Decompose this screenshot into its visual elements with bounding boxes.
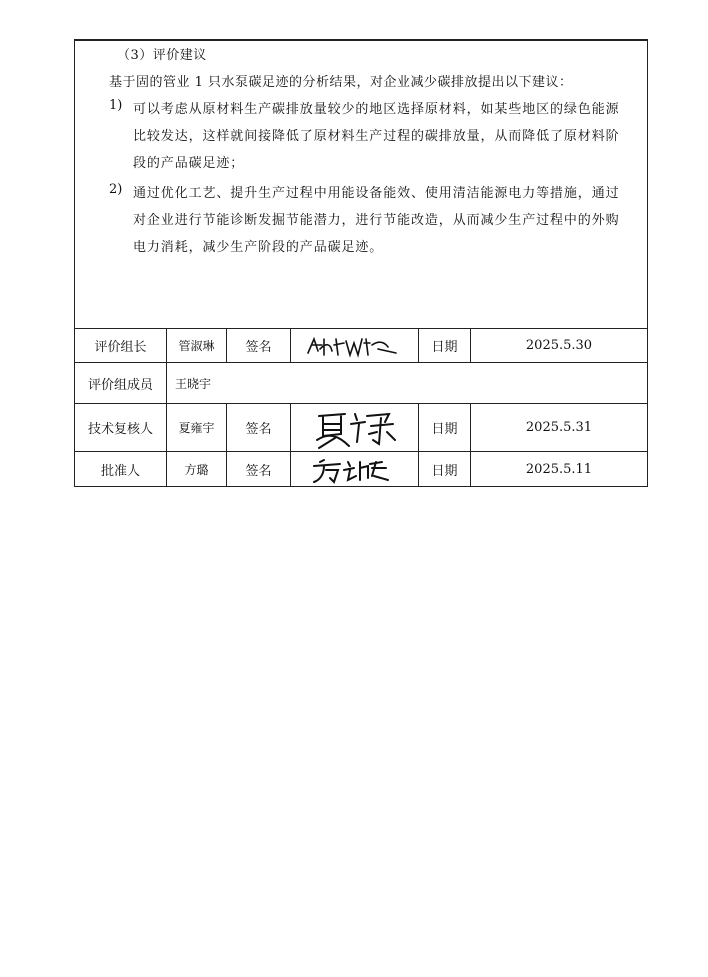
role-cell: 评价组长: [75, 329, 167, 362]
item-line: 通过优化工艺、提升生产过程中用能设备能效、使用清洁能源电力等措施，通过: [133, 186, 620, 201]
item-line: 电力消耗，减少生产阶段的产品碳足迹。: [133, 240, 384, 255]
item-line: 比较发达，这样就间接降低了原材料生产过程的碳排放量，从而降低了原材料阶: [133, 129, 620, 144]
date-label: 日期: [419, 452, 471, 486]
section-title: （3）评价建议: [117, 48, 207, 63]
table-row: [75, 452, 647, 486]
signature-image: [291, 452, 419, 486]
table-row: [75, 363, 647, 404]
name-cell: 夏雍宇: [167, 404, 227, 451]
sign-label: 签名: [227, 452, 291, 486]
date-value: 2025.5.30: [525, 338, 593, 353]
item-line: 段的产品碳足迹；: [133, 156, 245, 171]
signature-image: [291, 404, 419, 451]
role-cell: 技术复核人: [75, 404, 167, 451]
role-cell: 评价组成员: [75, 363, 167, 403]
item-number: 1): [109, 98, 123, 113]
sign-label: 签名: [227, 404, 291, 451]
date-label: 日期: [419, 329, 471, 362]
handwritten-signature: [305, 406, 405, 450]
name-cell: 方璐: [167, 452, 227, 486]
sign-label: 签名: [227, 329, 291, 362]
item-line: 可以考虑从原材料生产碳排放量较少的地区选择原材料，如某些地区的绿色能源: [133, 102, 620, 117]
date-value: 2025.5.31: [525, 420, 593, 435]
signature-image: [291, 329, 419, 362]
table-row: [75, 404, 647, 452]
date-label: 日期: [419, 404, 471, 451]
name-cell: 管淑琳: [167, 329, 227, 362]
section-intro: 基于固的管业 1 只水泵碳足迹的分析结果，对企业减少碳排放提出以下建议：: [109, 75, 573, 90]
date-value: 2025.5.11: [525, 461, 593, 477]
evaluation-table: [74, 40, 648, 487]
role-cell: 批准人: [75, 452, 167, 486]
item-line: 对企业进行节能诊断发掘节能潜力，进行节能改造，从而减少生产过程中的外购: [133, 213, 620, 228]
item-number: 2): [109, 182, 123, 197]
suggestions-cell: [75, 41, 647, 329]
handwritten-signature: [310, 454, 400, 484]
table-row: [75, 329, 647, 363]
name-cell: 王晓宇: [175, 376, 212, 391]
handwritten-signature: [300, 331, 410, 361]
